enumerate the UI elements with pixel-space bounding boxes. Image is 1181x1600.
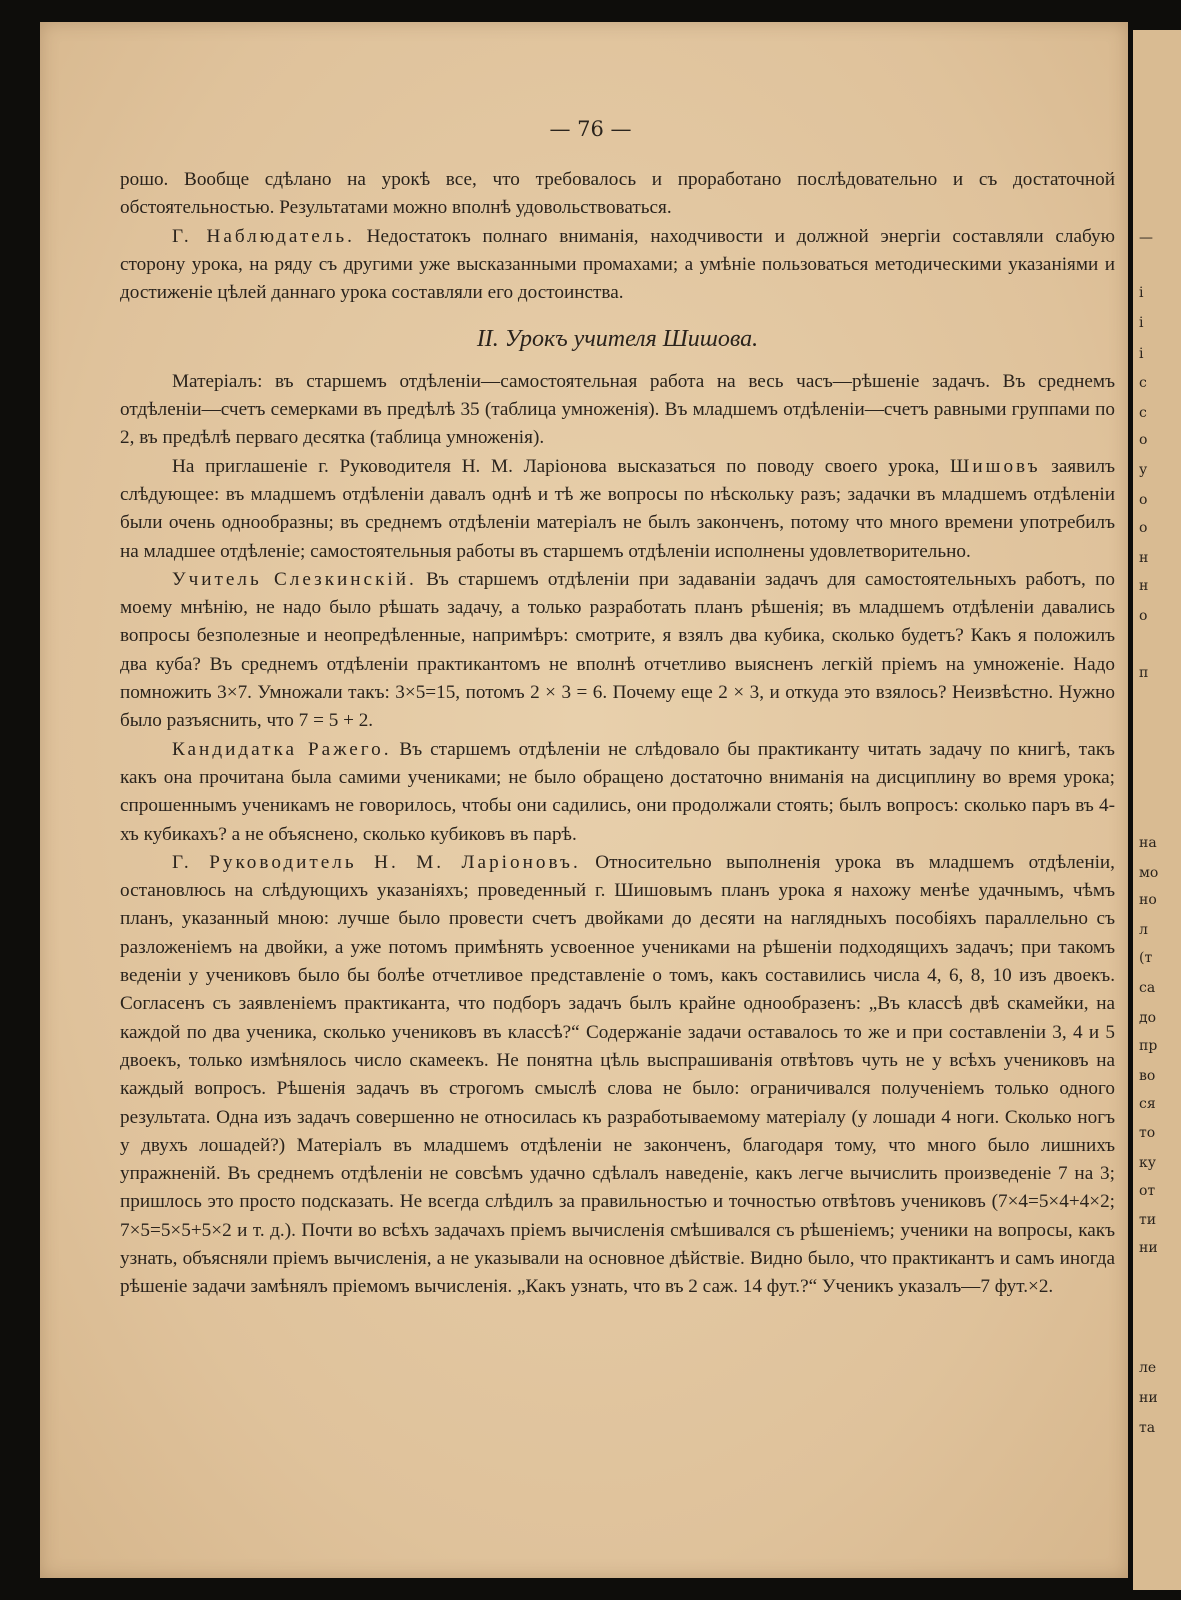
- adjacent-page-text-fragment: до: [1139, 1010, 1157, 1026]
- paragraph-teacher-statement: [120, 453, 1115, 566]
- paragraph-text: Недостатокъ полнаго вниманія, находчивости и должной энергіи составляли слабую сторону урока, на ряду съ другими уже высказанными промахами; а умѣніе пользоваться методическими указаніями и достиженіе цѣлей даннаго урока составляли его достоинства.: [120, 225, 1115, 304]
- adjacent-page-text-fragment: ся: [1139, 1096, 1156, 1112]
- adjacent-page-text-fragment: о: [1139, 608, 1148, 624]
- paragraph-material: Матеріалъ: въ старшемъ отдѣленіи—самостоятельная работа на весь часъ—рѣшеніе задачъ. Въ среднемъ отдѣленіи—счетъ семерками въ предѣлѣ 35 (таблица умноженія). Въ младшемъ отдѣленіи—счетъ равными группами по 2, въ предѣлѣ перваго десятка (таблица умноженія).: [120, 370, 1115, 449]
- paragraph-supervisor-larionov: [120, 849, 1115, 1302]
- adjacent-page-text-fragment: (т: [1139, 950, 1153, 966]
- adjacent-page-text-fragment: пр: [1139, 1038, 1158, 1054]
- adjacent-page-text-fragment: та: [1139, 1420, 1156, 1436]
- speaker-name: Г. Наблюдатель.: [172, 225, 355, 247]
- adjacent-page-text-fragment: мо: [1139, 865, 1159, 881]
- paragraph-text: На приглашеніе г. Руководителя Н. М. Ларіонова высказаться по поводу своего урока,: [172, 455, 951, 477]
- adjacent-page-text-fragment: с: [1139, 375, 1147, 391]
- adjacent-page-text-fragment: і: [1139, 315, 1144, 331]
- speaker-name: Кандидатка Ражего.: [172, 738, 392, 760]
- adjacent-page-text-fragment: —: [1139, 230, 1153, 246]
- paragraph-text: Въ старшемъ отдѣленіи не слѣдовало бы практиканту читать задачу по книгѣ, такъ какъ она прочитана была самими учениками; не было обращено достаточно вниманія на дисциплину во время урока; спрошеннымъ ученикамъ не говорилось, чтобы они садились, они продолжали стоять; былъ вопросъ: сколько паръ въ 4-хъ кубикахъ? а не объяснено, сколько кубиковъ въ парѣ.: [120, 738, 1115, 845]
- adjacent-page-text-fragment: от: [1139, 1183, 1156, 1199]
- adjacent-page-text-fragment: са: [1139, 980, 1156, 996]
- adjacent-page-text-fragment: о: [1139, 492, 1148, 508]
- adjacent-page-text-fragment: у: [1139, 462, 1148, 478]
- adjacent-page-edge: [1133, 30, 1181, 1590]
- paragraph-text: Въ старшемъ отдѣленіи при задаваніи задачъ для самостоятельныхъ работъ, по моему мнѣнію, не надо было рѣшать задачу, а только разработать планъ рѣшенія; въ младшемъ отдѣленіи давались вопросы безполезные и неопредѣленные, напримѣръ: смотрите, я взялъ два кубика, сколько будетъ? Какъ я положилъ два куба? Въ среднемъ отдѣленіи практикантомъ не вполнѣ отчетливо выясненъ легкій пріемъ на умноженіе. Надо помножить 3×7. Умножали такъ: 3×5=15, потомъ 2 × 3 = 6. Почему еще 2 × 3, и откуда это взялось? Неизвѣстно. Нужно было разъяснить, что 7 = 5 + 2.: [120, 568, 1115, 732]
- paragraph-observer: [120, 223, 1115, 308]
- speaker-name: Шишовъ: [950, 455, 1041, 477]
- adjacent-page-text-fragment: ле: [1139, 1360, 1157, 1376]
- adjacent-page-text-fragment: о: [1139, 520, 1148, 536]
- section-heading: II. Урокъ учителя Шишова.: [476, 326, 759, 353]
- adjacent-page-text-fragment: н: [1139, 550, 1149, 566]
- adjacent-page-text-fragment: і: [1139, 285, 1144, 301]
- speaker-name: Учитель Слезкинскій.: [172, 568, 417, 590]
- adjacent-page-text-fragment: л: [1139, 922, 1148, 938]
- paragraph-teacher-slezkinsky: [120, 566, 1115, 736]
- speaker-name: Г. Руководитель Н. М. Ларіоновъ.: [172, 851, 581, 873]
- adjacent-page-text-fragment: н: [1139, 578, 1149, 594]
- adjacent-page-text-fragment: п: [1139, 665, 1149, 681]
- adjacent-page-text-fragment: во: [1139, 1068, 1156, 1084]
- page-number: — 76 —: [549, 117, 632, 141]
- paragraph-text: Относительно выполненія урока въ младшемъ отдѣленіи, остановлюсь на слѣдующихъ указаніяхъ; проведенный г. Шишовымъ планъ урока я нахожу менѣе удачнымъ, чѣмъ планъ, указанный мною: лучше было провести счетъ двойками до десяти на наглядныхъ пособіяхъ параллельно съ разложеніемъ на двойки, а уже потомъ примѣнять усвоенное учениками на рѣшеніи подходящихъ задачъ; при такомъ веденіи у учениковъ было бы болѣе отчетливое представленіе о томъ, какъ составились числа 4, 6, 8, 10 изъ двоекъ. Согласенъ съ заявленіемъ практиканта, что подборъ задачъ былъ крайне однообразенъ: „Въ классѣ двѣ скамейки, на каждой по два ученика, сколько учениковъ въ классѣ?“ Содержаніе задачи оставалось то же и при составленіи 3, 4 и 5 двоекъ, только измѣнялось число скамеекъ. Не понятна цѣль выспрашиванія отвѣтовъ чуть не у всѣхъ учениковъ на каждый вопросъ. Рѣшенія задачъ въ строгомъ смыслѣ слова не было: ограничивался полученіемъ только одного результата. Одна изъ задачъ совершенно не относилась къ разработываемому матеріалу (у лошади 4 ноги. Сколько ногъ у двухъ лошадей?) Матеріалъ въ младшемъ отдѣленіи не законченъ, благодаря тому, что много было лишнихъ упражненій. Въ среднемъ отдѣленіи не совсѣмъ удачно сдѣлалъ наведеніе, какъ легче вычислить произведеніе 7 на 3; пришлось это просто подсказать. Не всегда слѣдилъ за правильностью и точностью отвѣтовъ учениковъ (7×4=5×4+4×2; 7×5=5×5+5×2 и т. д.). Почти во всѣхъ задачахъ пріемъ вычисленія смѣшивался съ рѣшеніемъ; ученики на вопросы, какъ узнать, объясняли пріемъ вычисленія, а не указывали на основное дѣйствіе. Видно было, что практикантъ и самъ иногда рѣшеніе задачи замѣнялъ пріемомъ вычисленія. „Какъ узнать, что въ 2 саж. 14 фут.?“ Ученикъ указалъ—7 фут.×2.: [120, 851, 1115, 1298]
- adjacent-page-text-fragment: с: [1139, 405, 1147, 421]
- adjacent-page-text-fragment: ни: [1139, 1390, 1158, 1406]
- adjacent-page-text-fragment: і: [1139, 346, 1144, 362]
- paragraph-text: заявилъ слѣдующее: въ младшемъ отдѣленіи давалъ однѣ и тѣ же вопросы по нѣскольку разъ; задачки въ младшемъ отдѣленіи были очень однообразны; въ среднемъ отдѣленіи матеріалъ не былъ законченъ, потому что много времени употребилъ на младшее отдѣленіе; самостоятельныя работы въ старшемъ отдѣленіи исполнены удовлетворительно.: [120, 455, 1115, 562]
- adjacent-page-text-fragment: ни: [1139, 1240, 1158, 1256]
- adjacent-page-text-fragment: ку: [1139, 1155, 1156, 1171]
- paragraph-continuation: рошо. Вообще сдѣлано на урокѣ все, что требовалось и проработано послѣдовательно и съ достаточной обстоятельностью. Результатами можно вполнѣ удовольствоваться.: [120, 169, 1115, 219]
- adjacent-page-text-fragment: на: [1139, 835, 1157, 851]
- adjacent-page-text-fragment: о: [1139, 432, 1148, 448]
- adjacent-page-text-fragment: но: [1139, 892, 1157, 908]
- page-body: [120, 166, 1115, 1302]
- paragraph-candidate-razhego: [120, 736, 1115, 849]
- adjacent-page-text-fragment: ти: [1139, 1212, 1157, 1228]
- adjacent-page-text-fragment: то: [1139, 1125, 1156, 1141]
